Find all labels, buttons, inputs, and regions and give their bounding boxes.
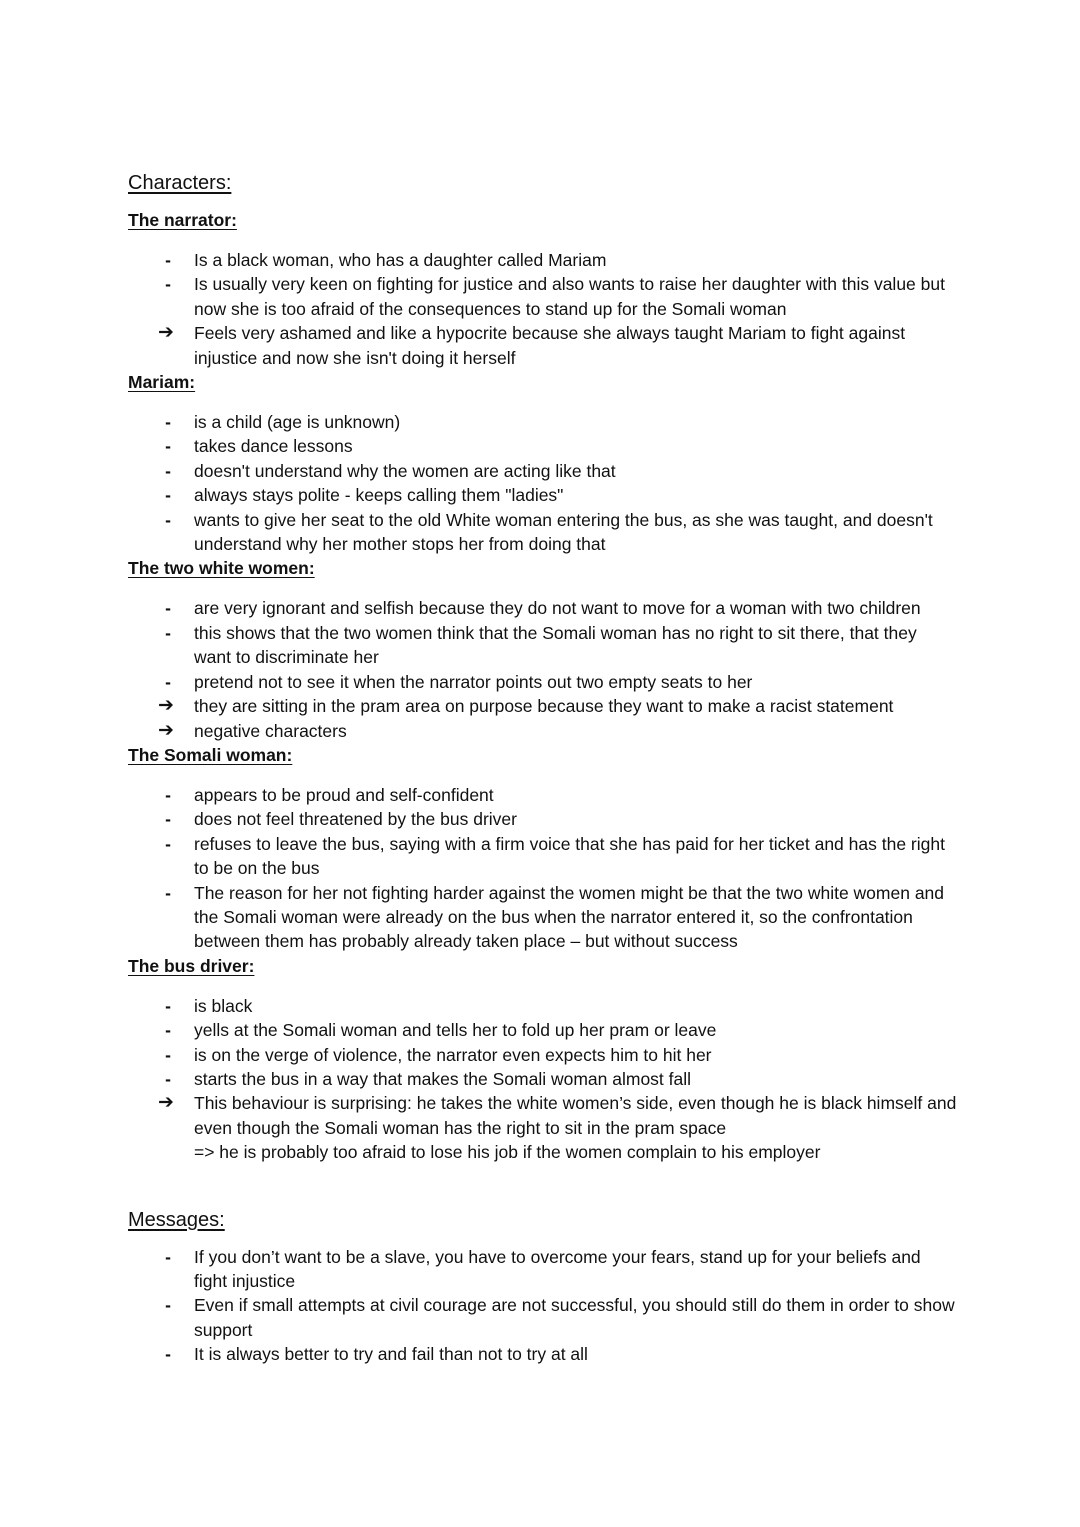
list-item-text: Is a black woman, who has a daughter called Mariam	[194, 250, 607, 270]
dash-bullet: -	[165, 833, 171, 854]
list-item-text: is on the verge of violence, the narrator even expects him to hit her	[194, 1044, 712, 1065]
list-item-text: negative characters	[194, 720, 347, 741]
list-item-text: This behaviour is surprising: he takes the white women’s side, even though he is black himself and even though the Somali woman has the right to sit in the pram space	[194, 1093, 957, 1138]
list-item	[128, 1091, 958, 1164]
list-item	[128, 807, 958, 831]
dash-bullet: -	[165, 460, 171, 481]
white-women-heading: The two white women:	[128, 558, 315, 579]
list-item-text: Is usually very keen on fighting for justice and also wants to raise her daughter with this value but now she is too afraid of the consequences to stand up for the Somali woman	[194, 274, 945, 319]
messages-list	[128, 1245, 958, 1367]
messages-heading: Messages:	[128, 1208, 225, 1231]
dash-bullet: -	[165, 598, 171, 619]
list-item-text: If you don’t want to be a slave, you have to overcome your fears, stand up for your beliefs and fight injustice	[194, 1246, 921, 1291]
list-item-text: they are sitting in the pram area on purpose because they want to make a racist statement	[194, 696, 894, 717]
list-item	[128, 994, 958, 1018]
list-item	[128, 508, 958, 557]
narrator-heading: The narrator:	[128, 210, 237, 230]
list-item-text: wants to give her seat to the old White woman entering the bus, as she was taught, and doesn't understand why her mother stops her from doing that	[194, 509, 933, 555]
list-item-text: always stays polite - keeps calling them "ladies"	[194, 485, 564, 506]
list-item	[128, 1067, 958, 1091]
list-item	[128, 881, 958, 954]
dash-bullet: -	[165, 809, 171, 830]
list-item	[128, 694, 958, 718]
list-item	[128, 1342, 958, 1366]
list-item-text: starts the bus in a way that makes the Somali woman almost fall	[194, 1068, 692, 1089]
list-item-text: Even if small attempts at civil courage are not successful, you should still do them in order to show support	[194, 1295, 955, 1340]
dash-bullet: -	[165, 995, 171, 1016]
narrator-list	[128, 248, 958, 370]
list-item	[128, 832, 958, 881]
dash-bullet: -	[165, 485, 171, 506]
somali-woman-heading: The Somali woman:	[128, 744, 293, 765]
dash-bullet: -	[165, 1246, 171, 1267]
section-spacer	[128, 1165, 958, 1205]
list-item	[128, 1293, 958, 1342]
document-page	[128, 168, 958, 1367]
list-item	[128, 434, 958, 458]
list-item-text: It is always better to try and fail than not to try at all	[194, 1344, 588, 1365]
list-item-text: this shows that the two women think that the Somali woman has no right to sit there, that they want to discriminate her	[194, 622, 917, 668]
list-item-text: does not feel threatened by the bus driver	[194, 809, 517, 830]
list-item	[128, 410, 958, 434]
dash-bullet: -	[165, 1068, 171, 1089]
dash-bullet: -	[165, 509, 171, 530]
bus-driver-list	[128, 994, 958, 1165]
dash-bullet: -	[165, 274, 171, 295]
dash-bullet: -	[165, 412, 171, 433]
dash-bullet: -	[165, 882, 171, 903]
list-item	[128, 272, 958, 321]
list-item	[128, 1245, 958, 1294]
list-item-text: The reason for her not fighting harder against the women might be that the two white women and the Somali woman were already on the bus when the narrator entered it, so the confrontation between them has probably already taken place – but without success	[194, 882, 945, 952]
white-women-list	[128, 596, 958, 742]
arrow-icon: ➔	[158, 719, 174, 741]
list-item	[128, 1043, 958, 1067]
list-item	[128, 483, 958, 507]
list-item	[128, 1018, 958, 1042]
list-item-text: yells at the Somali woman and tells her to fold up her pram or leave	[194, 1020, 717, 1041]
dash-bullet: -	[165, 250, 171, 270]
dash-bullet: -	[165, 622, 171, 643]
arrow-icon: ➔	[158, 322, 174, 344]
dash-bullet: -	[165, 1295, 171, 1316]
dash-bullet: -	[165, 1344, 171, 1365]
list-item	[128, 783, 958, 807]
dash-bullet: -	[165, 784, 171, 805]
list-item	[128, 670, 958, 694]
bus-driver-heading: The bus driver:	[128, 955, 255, 976]
list-item-conclusion: => he is probably too afraid to lose his job if the women complain to his employer	[194, 1142, 821, 1163]
list-item	[128, 459, 958, 483]
list-item	[128, 248, 958, 272]
arrow-icon: ➔	[158, 1092, 174, 1114]
list-item-text: Feels very ashamed and like a hypocrite because she always taught Mariam to fight against injustice and now she isn't doing it herself	[194, 323, 906, 368]
list-item	[128, 621, 958, 670]
dash-bullet: -	[165, 671, 171, 692]
list-item-text: is black	[194, 995, 253, 1016]
somali-woman-list	[128, 783, 958, 954]
list-item-text: pretend not to see it when the narrator points out two empty seats to her	[194, 671, 753, 692]
list-item-text: are very ignorant and selfish because they do not want to move for a woman with two children	[194, 598, 921, 619]
arrow-icon: ➔	[158, 695, 174, 717]
mariam-list	[128, 410, 958, 556]
list-item-text: refuses to leave the bus, saying with a firm voice that she has paid for her ticket and has the right to be on the bus	[194, 833, 945, 879]
list-item	[128, 596, 958, 620]
list-item-text: takes dance lessons	[194, 436, 353, 457]
characters-heading: Characters:	[128, 172, 232, 194]
dash-bullet: -	[165, 1020, 171, 1041]
mariam-heading: Mariam:	[128, 372, 196, 393]
list-item-text: is a child (age is unknown)	[194, 412, 401, 433]
list-item	[128, 321, 958, 370]
list-item	[128, 719, 958, 743]
list-item-text: appears to be proud and self-confident	[194, 784, 494, 805]
dash-bullet: -	[165, 1044, 171, 1065]
dash-bullet: -	[165, 436, 171, 457]
list-item-text: doesn't understand why the women are acting like that	[194, 460, 616, 481]
